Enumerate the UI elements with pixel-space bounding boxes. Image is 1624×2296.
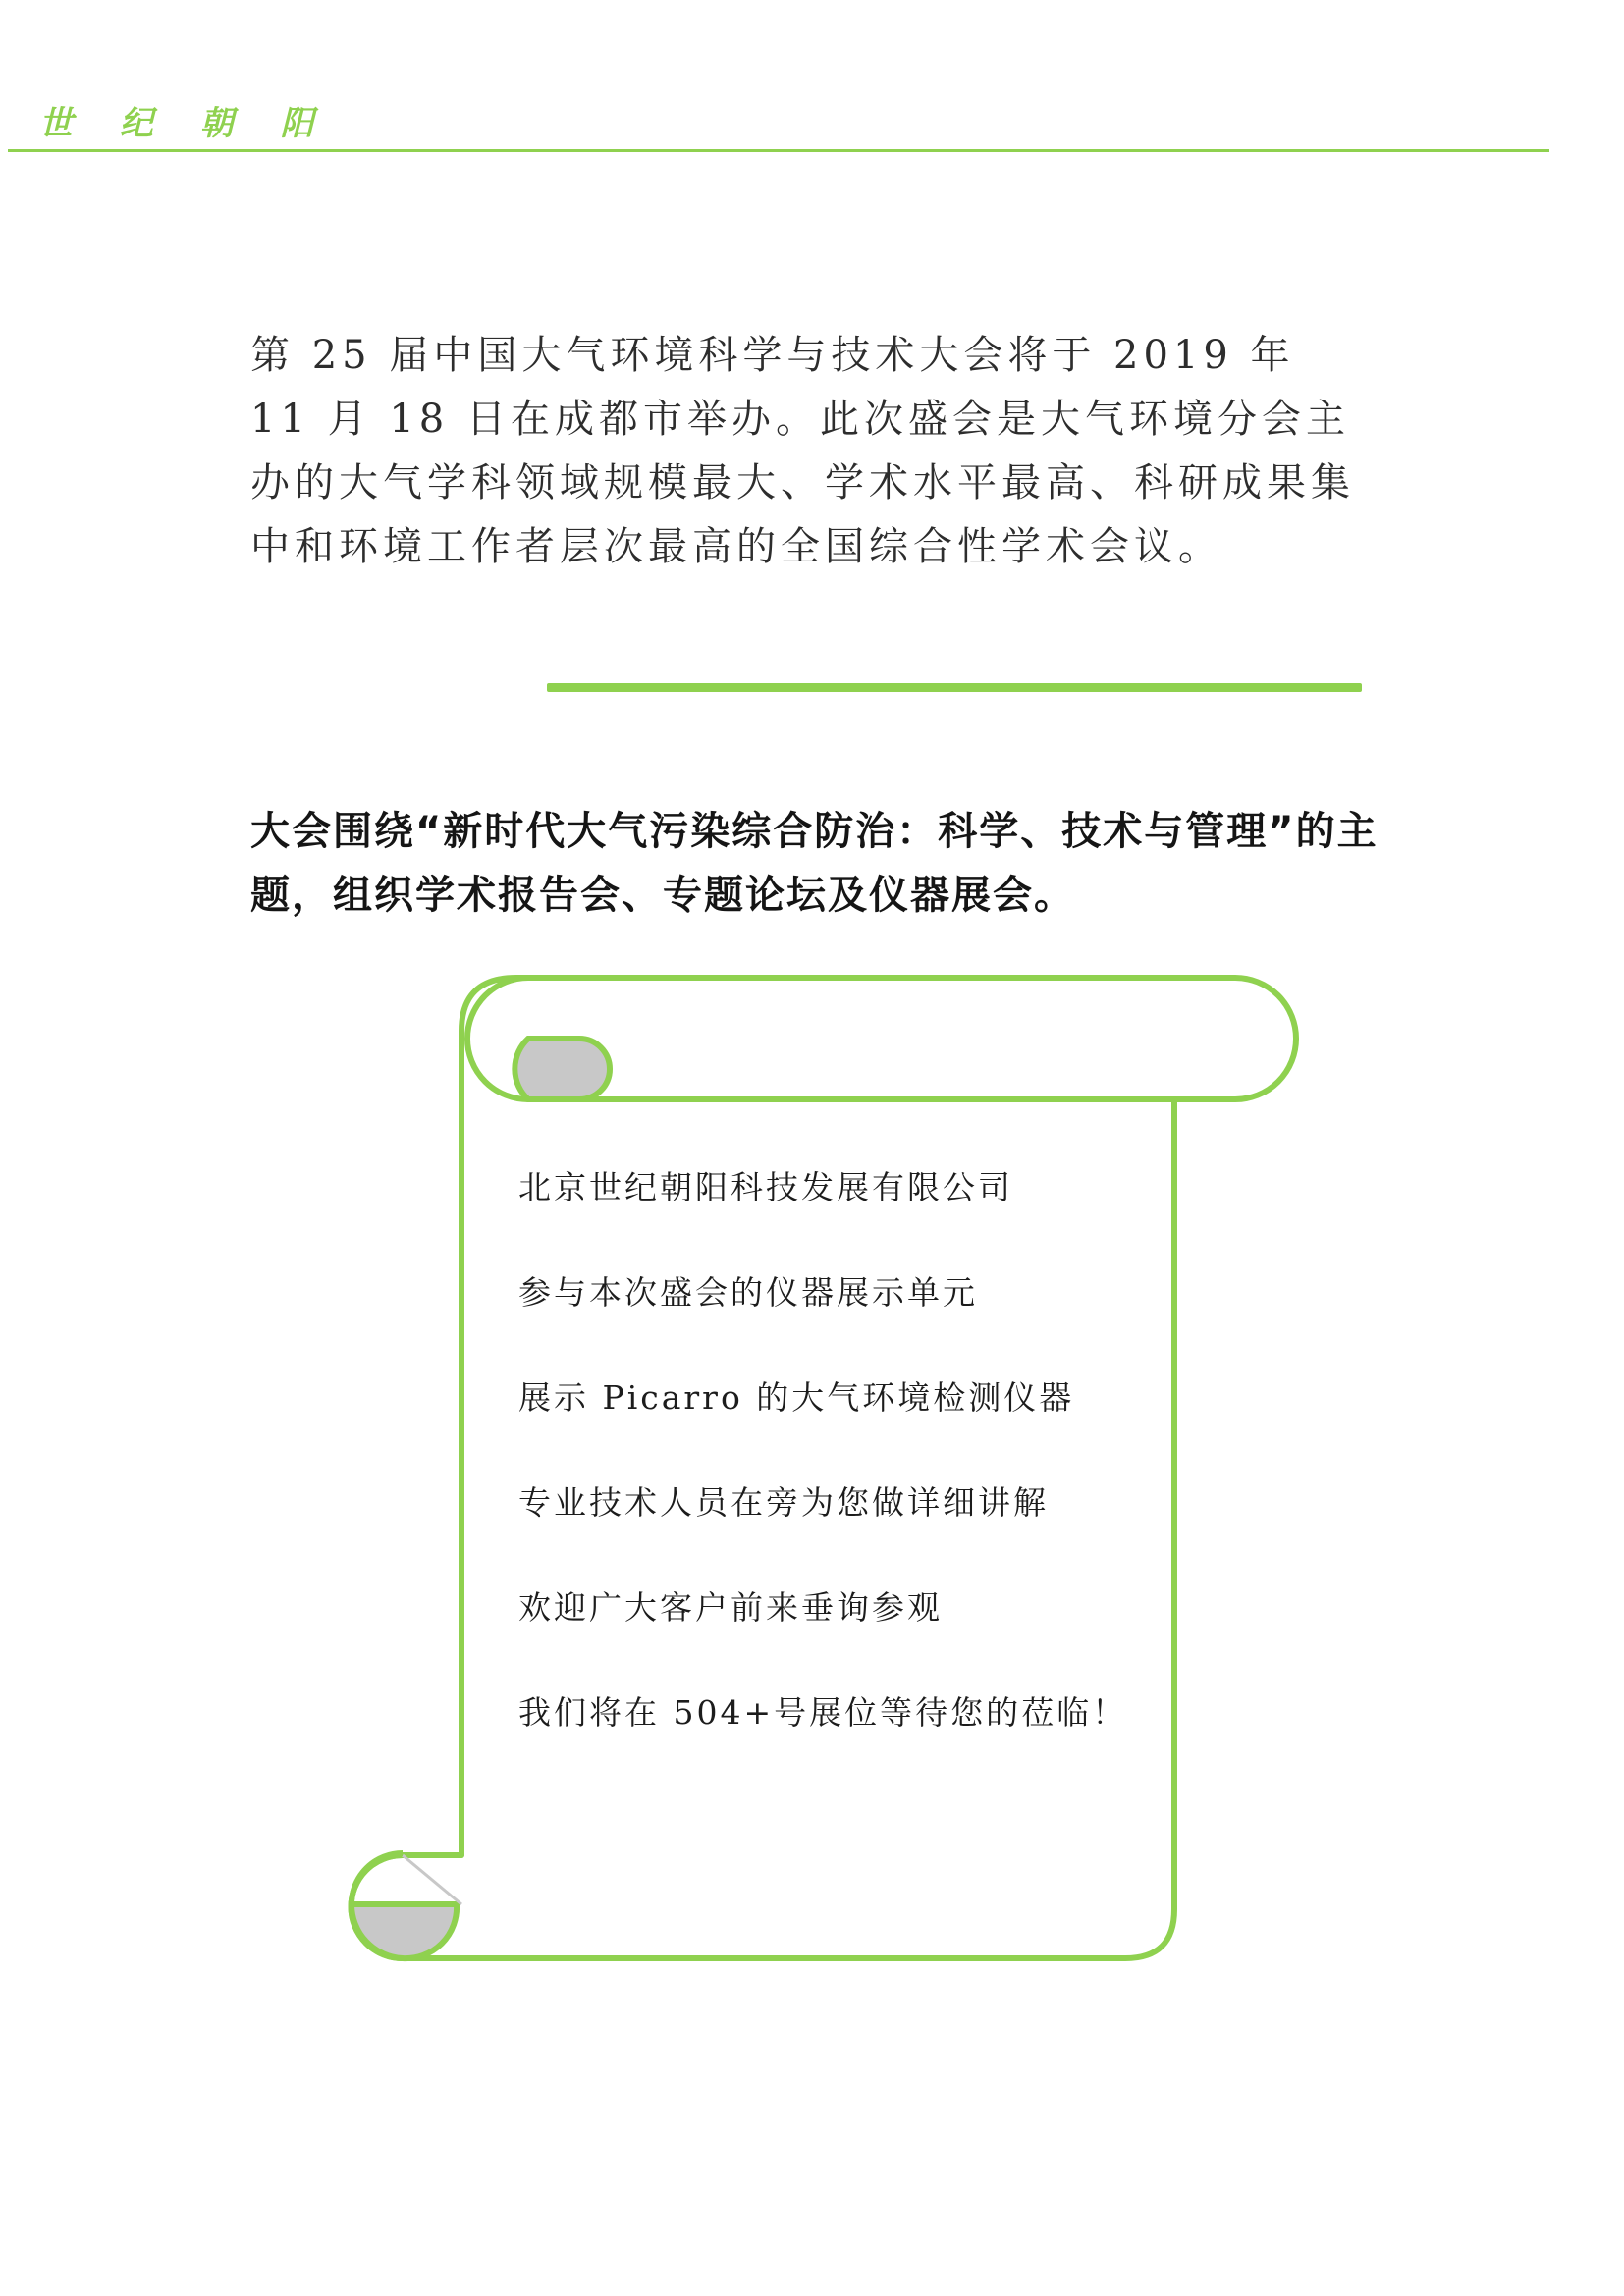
scroll-line: 参与本次盛会的仪器展示单元 [518, 1273, 978, 1311]
header-brand: 世 纪 朝 阳 [39, 104, 332, 143]
scroll-bottom-curl [352, 1904, 457, 1958]
scroll-line: 欢迎广大客户前来垂询参观 [518, 1588, 943, 1627]
scroll-line: 展示 Picarro 的大气环境检测仪器 [518, 1378, 1075, 1416]
intro-paragraph: 第 25 届中国大气环境科学与技术大会将于 2019 年 11 月 18 日在成都市举办。此次盛会是大气环境分会主办的大气学科领域规模最大、学术水平最高、科研成果集中和环境工作者层次最高的全国综合性学术会议。 [250, 333, 1355, 569]
theme-paragraph: 大会围绕“新时代大气污染综合防治：科学、技术与管理”的主题，组织学术报告会、专题论坛及仪器展会。 [250, 809, 1379, 918]
scroll-line: 北京世纪朝阳科技发展有限公司 [518, 1168, 1013, 1206]
scroll-line: 专业技术人员在旁为您做详细讲解 [518, 1483, 1049, 1522]
scroll-top-curl [514, 1039, 610, 1099]
scroll-text-list [518, 1168, 1147, 1798]
scroll-line: 我们将在 504+号展位等待您的莅临！ [518, 1693, 1128, 1732]
